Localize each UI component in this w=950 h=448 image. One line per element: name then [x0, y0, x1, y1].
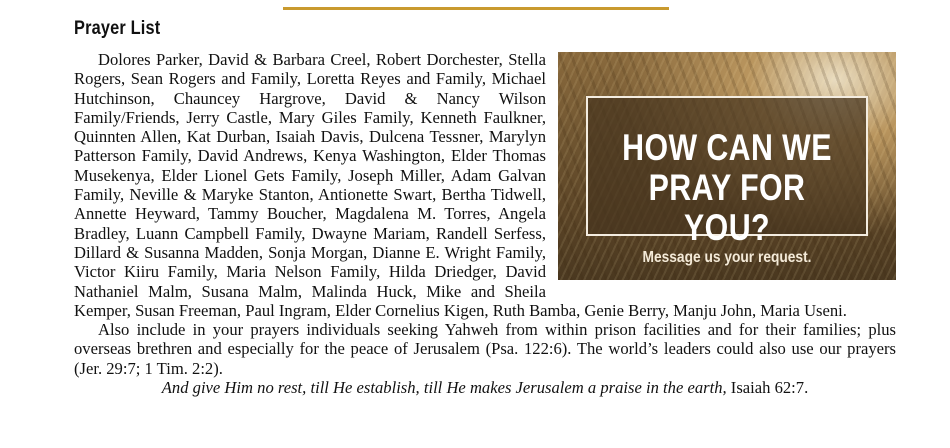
ad-headline-line-1: HOW CAN WE [622, 127, 832, 168]
section-heading: Prayer List [74, 18, 161, 39]
prayer-list-body [74, 50, 896, 397]
prayer-extra-paragraph: Also include in your prayers individuals seeking Yahweh from within prison facilities and for their families; plus overseas brethren and especially for the peace of Jerusalem (Psa. 122:6). The world’s leaders could also use our prayers (Jer. 29:7; 1 Tim. 2:2). [74, 320, 896, 378]
closing-verse-reference: Isaiah 62:7. [730, 378, 809, 398]
closing-verse [74, 378, 896, 397]
ad-subtext: Message us your request. [642, 249, 812, 266]
ad-headline-frame [586, 96, 868, 248]
ad-headline-line-2: PRAY FOR YOU? [648, 167, 806, 248]
closing-verse-text: And give Him no rest, till He establish, till He makes Jerusalem a praise in the earth, [161, 378, 727, 398]
prayer-request-ad[interactable] [558, 52, 896, 280]
prayer-names-paragraph: Dolores Parker, David & Barbara Creel, Robert Dorchester, Stella Rogers, Sean Rogers and Family, Loretta Reyes and Family, Michael Hutchinson, Chauncey Hargrove, David & Nancy Wilson Family/Friends, Jerry Castle, Mary Giles Family, Kenneth Faulkner, Quinnten Allen, Kat Durban, Isaiah Davis, Dulcena Tessner, Marylyn Patterson Family, David Andrews, Kenya Washington, Elder Thomas Musekenya, Elder Lionel Gets Family, Joseph Miller, Adam Galvan Family, Neville & Maryke Stanton, Antionette Swart, Bertha Tidwell, Annette Heyward, Tammy Boucher, Magdalena M. Torres, Angela Bradley, Luann Campbell Family, Dwayne Mariam, Randell Serfess, Dillard & Susanna Madden, Sonja Morgan, Dianne E. Wright Family, Victor Kiiru Family, Maria Nelson Family, Hilda Driedger, David Nathaniel Malm, Susana Malm, Malinda Huck, Mike and Sheila Kemper, Susan Freeman, Paul Ingram, Elder Cornelius Kigen, Ruth Bamba, Genie Berry, Manju John, Maria Useni. [74, 50, 847, 320]
ad-headline [613, 128, 841, 248]
top-divider-rule [283, 7, 669, 10]
